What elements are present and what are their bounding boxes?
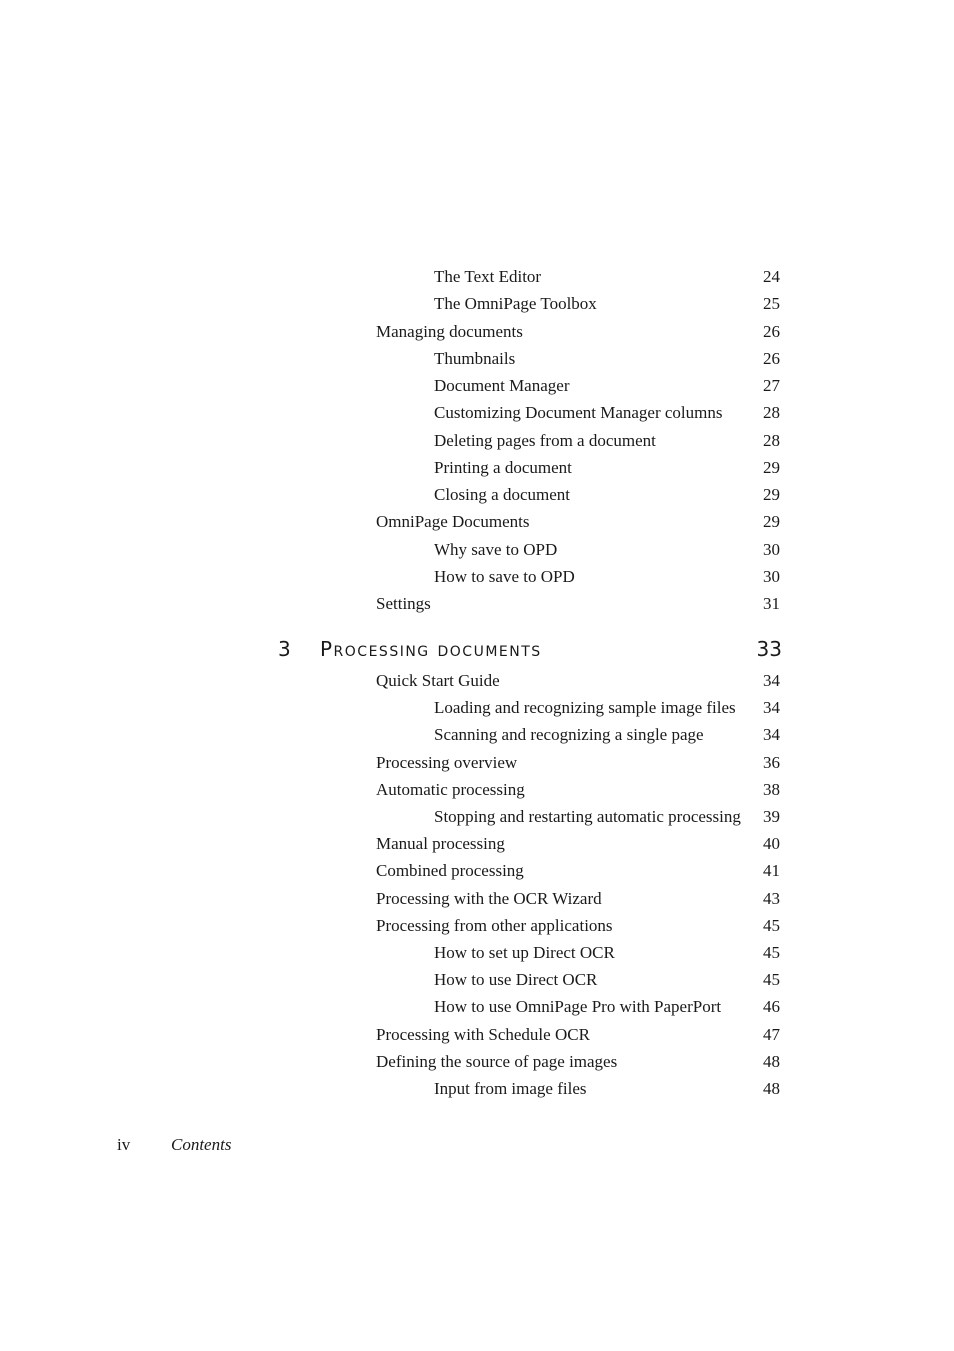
- chapter-heading: [0, 634, 954, 664]
- toc-entry-page: 45: [763, 915, 780, 935]
- toc-entry-page: 28: [763, 430, 780, 450]
- toc-entry-title: Closing a document: [434, 485, 570, 504]
- toc-entry-page: 46: [763, 997, 780, 1017]
- toc-entry-page: 29: [763, 457, 780, 477]
- toc-entry-title: Combined processing: [376, 861, 524, 881]
- footer-page-number: iv: [117, 1135, 131, 1154]
- toc-entry-page: 28: [763, 403, 780, 423]
- toc-entry-title: Input from image files: [434, 1079, 587, 1098]
- toc-entry-title: OmniPage Documents: [376, 512, 530, 532]
- toc-entry-title: Processing from other applications: [376, 915, 613, 935]
- toc-entry-title: Customizing Document Manager columns: [434, 403, 723, 423]
- toc-entry-page: 45: [763, 970, 780, 990]
- toc-entry-title: How to use Direct OCR: [434, 970, 598, 990]
- toc-entry-title: Stopping and restarting automatic processing: [434, 807, 741, 826]
- toc-entry-page: 26: [763, 321, 780, 341]
- toc-entry-title: Processing overview: [376, 752, 518, 772]
- toc-entry-title: Why save to OPD: [434, 539, 558, 559]
- toc-entry-title: How to set up Direct OCR: [434, 943, 615, 962]
- footer-title: Contents: [171, 1135, 232, 1154]
- chapter-title: Processing documents: [320, 637, 542, 661]
- toc-entry-title: How to use OmniPage Pro with PaperPort: [434, 997, 722, 1017]
- toc-entry-title: Processing with the OCR Wizard: [376, 888, 602, 908]
- toc-entry-page: 29: [763, 485, 780, 504]
- toc-entry-title: Deleting pages from a document: [434, 430, 656, 450]
- toc-entry-page: 27: [763, 376, 780, 395]
- toc-entry-page: 26: [763, 348, 780, 368]
- toc-entry-page: 30: [763, 539, 780, 559]
- toc-entry-page: 40: [763, 834, 780, 854]
- toc-entry-page: 38: [763, 779, 780, 799]
- toc-entry-page: 48: [763, 1051, 780, 1071]
- toc-entry-title: Loading and recognizing sample image files: [434, 698, 736, 718]
- toc-entry-title: Defining the source of page images: [376, 1051, 618, 1071]
- toc-entry-title: Automatic processing: [376, 779, 525, 799]
- toc-entry-title: The OmniPage Toolbox: [434, 294, 597, 314]
- toc-entry-title: Manual processing: [376, 834, 505, 854]
- toc-entry-title: How to save to OPD: [434, 566, 575, 586]
- toc-entry-page: 34: [763, 671, 780, 690]
- toc-entry-page: 43: [763, 888, 780, 908]
- toc-entry-title: Thumbnails: [434, 348, 516, 368]
- toc-entry-page: 25: [763, 294, 780, 314]
- toc-entry-page: 39: [763, 807, 780, 826]
- toc-entry-page: 47: [763, 1024, 780, 1044]
- toc-entry-page: 41: [763, 861, 780, 881]
- toc-entry-title: Settings: [376, 594, 431, 613]
- toc-entry-page: 29: [763, 512, 780, 532]
- toc-entry-title: Document Manager: [434, 376, 570, 395]
- toc-entry-page: 36: [763, 752, 780, 772]
- toc-entry-page: 24: [763, 267, 780, 286]
- toc-entry-page: 48: [763, 1079, 780, 1098]
- chapter-page: 33: [756, 637, 782, 661]
- chapter-number: 3: [278, 637, 291, 661]
- toc-entry-title: Quick Start Guide: [376, 671, 500, 690]
- toc-entry-page: 34: [763, 698, 780, 718]
- toc-entry-title: Managing documents: [376, 321, 523, 341]
- toc-entry-title: The Text Editor: [434, 267, 542, 286]
- toc-entry-page: 34: [763, 725, 780, 745]
- toc-entry-page: 45: [763, 943, 780, 962]
- toc-entry-page: 31: [763, 594, 780, 613]
- toc-entry-title: Scanning and recognizing a single page: [434, 725, 704, 745]
- toc-entry-title: Processing with Schedule OCR: [376, 1024, 590, 1044]
- toc-entry-page: 30: [763, 566, 780, 586]
- toc-entry-title: Printing a document: [434, 457, 572, 477]
